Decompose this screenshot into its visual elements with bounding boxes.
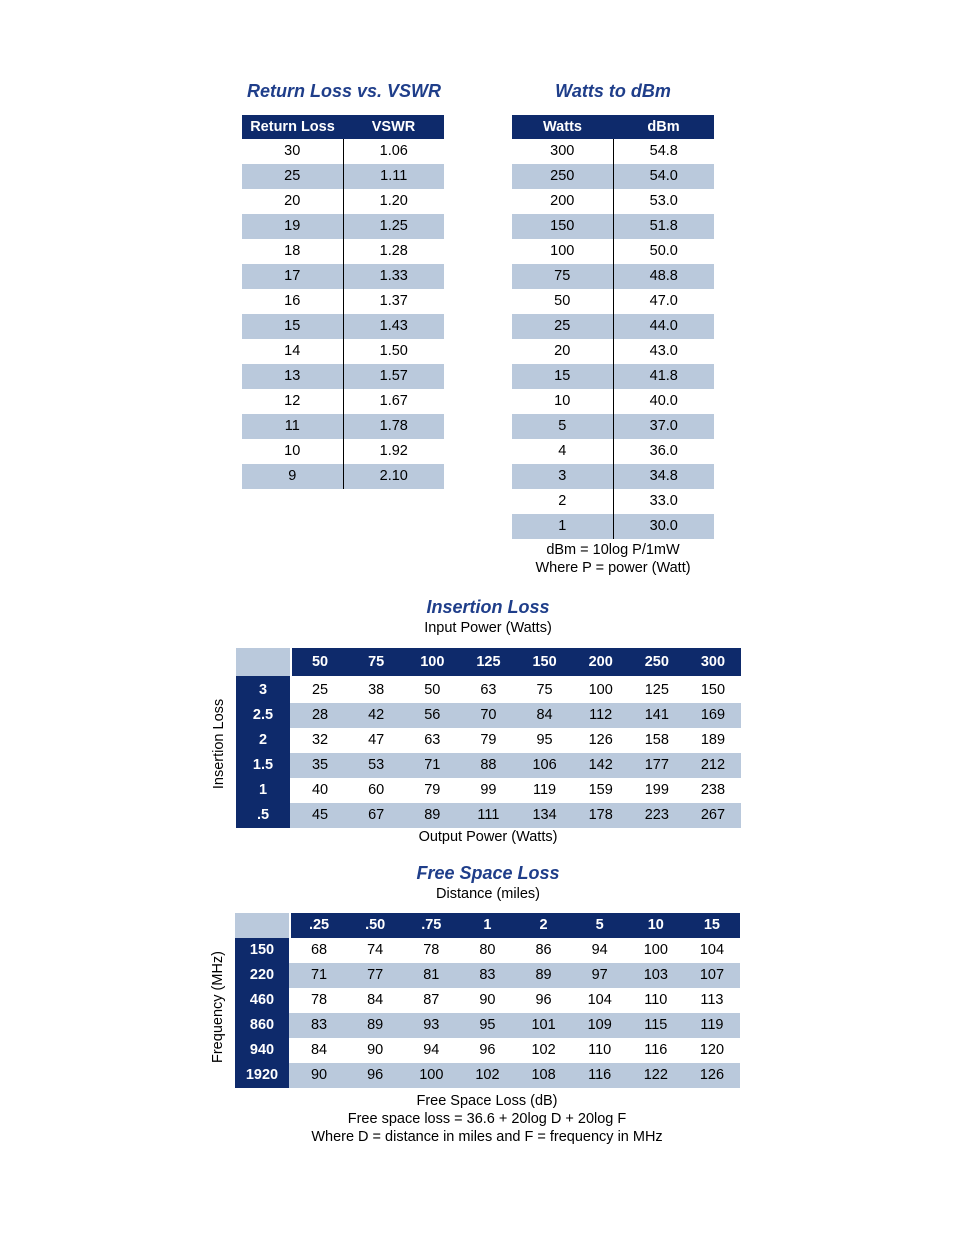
watts-cell: 3 (512, 464, 613, 489)
free-space-loss-value-cell: 90 (479, 992, 496, 1008)
free-space-loss-value-cell: 96 (347, 1063, 403, 1088)
dbm-formula-note (512, 541, 714, 577)
free-space-loss-value-cell: 102 (531, 1042, 556, 1058)
table-row (242, 164, 444, 189)
vswr-header: VSWR (343, 115, 444, 139)
watts-dbm-title: Watts to dBm (555, 81, 671, 101)
free-space-loss-value-cell: 109 (572, 1013, 628, 1038)
insertion-loss-value-cell: 79 (480, 732, 497, 748)
table-row (235, 1038, 740, 1063)
insertion-loss-row-header: 3 (236, 678, 290, 703)
insertion-loss-value-cell: 119 (533, 782, 557, 798)
dbm-cell: 54.0 (613, 164, 714, 189)
table-row (512, 264, 714, 289)
table-row (512, 314, 714, 339)
return-loss-cell: 13 (242, 364, 343, 389)
vswr-cell: 1.78 (343, 414, 444, 439)
return-loss-title: Return Loss vs. VSWR (246, 81, 442, 101)
free-space-loss-value-cell: 103 (628, 963, 684, 988)
free-space-loss-value-cell: 108 (516, 1063, 572, 1088)
table-row (512, 489, 714, 514)
insertion-loss-value-cell: 142 (573, 753, 629, 778)
table-row (242, 464, 444, 489)
insertion-loss-value-cell: 106 (517, 753, 573, 778)
free-space-loss-value-cell: 110 (644, 992, 668, 1008)
free-space-loss-value-cell: 84 (367, 992, 384, 1008)
table-row (512, 289, 714, 314)
free-space-loss-value-cell: 110 (588, 1042, 612, 1058)
vswr-cell: 1.25 (343, 214, 444, 239)
return-loss-cell: 19 (242, 214, 343, 239)
free-space-loss-value-cell: 116 (572, 1063, 628, 1088)
free-space-loss-value-cell: 94 (591, 942, 608, 958)
free-space-loss-value-cell: 83 (291, 1013, 347, 1038)
free-space-loss-value-cell: 122 (628, 1063, 684, 1088)
dbm-formula: dBm = 10log P/1mW (546, 542, 680, 558)
insertion-loss-value-cell: 75 (536, 682, 553, 698)
insertion-loss-row-header: 1 (236, 778, 290, 803)
free-space-loss-title: Free Space Loss (416, 863, 560, 883)
free-space-loss-value-cell: 78 (423, 942, 440, 958)
free-space-loss-value-cell: 120 (699, 1042, 725, 1058)
free-space-loss-row-header: 220 (235, 963, 289, 988)
output-power-label: Output Power (Watts) (418, 829, 558, 845)
free-space-loss-value-cell: 119 (684, 1013, 740, 1038)
free-space-loss-row-header: 860 (235, 1013, 289, 1038)
insertion-loss-value-cell: 47 (368, 732, 385, 748)
insertion-loss-value-cell: 89 (404, 803, 460, 828)
vswr-cell: 1.28 (379, 243, 408, 259)
free-space-loss-value-cell: 126 (684, 1063, 740, 1088)
free-space-loss-value-cell: 90 (291, 1063, 347, 1088)
dbm-cell: 50.0 (649, 243, 678, 259)
insertion-loss-table (236, 648, 741, 828)
table-row (242, 239, 444, 264)
table-row (242, 339, 444, 364)
watts-cell: 300 (512, 139, 613, 164)
insertion-loss-value-cell: 267 (685, 803, 741, 828)
dbm-cell: 43.0 (649, 343, 678, 359)
dbm-cell: 53.0 (649, 193, 678, 209)
insertion-loss-column-header: 150 (517, 648, 573, 676)
free-space-loss-value-cell: 96 (535, 992, 552, 1008)
free-space-loss-value-cell: 83 (459, 963, 515, 988)
watts-header: Watts (512, 115, 613, 139)
table-row (242, 314, 444, 339)
watts-cell: 75 (512, 264, 613, 289)
insertion-loss-value-cell: 40 (311, 782, 329, 798)
dbm-where-note: Where P = power (Watt) (535, 560, 691, 576)
free-space-loss-value-cell: 101 (516, 1013, 572, 1038)
free-space-loss-value-cell: 80 (479, 942, 496, 958)
watts-cell: 25 (512, 314, 613, 339)
table-row (242, 364, 444, 389)
free-space-loss-row-header: 1920 (235, 1063, 289, 1088)
insertion-loss-column-header: 50 (292, 648, 348, 676)
free-space-loss-column-header: .50 (347, 913, 403, 938)
table-row (236, 703, 741, 728)
table-row (235, 1063, 740, 1088)
insertion-loss-value-cell: 95 (536, 732, 553, 748)
watts-cell: 20 (512, 339, 613, 364)
free-space-loss-value-cell: 81 (403, 963, 459, 988)
table-row (242, 264, 444, 289)
watts-cell: 4 (512, 439, 613, 464)
table-row (512, 214, 714, 239)
free-space-loss-column-header: 2 (516, 913, 572, 938)
free-space-loss-row-header: 460 (235, 988, 289, 1013)
free-space-loss-value-cell: 115 (628, 1013, 684, 1038)
dbm-cell: 41.8 (613, 364, 714, 389)
table-row (242, 214, 444, 239)
vswr-cell: 1.20 (379, 193, 408, 209)
watts-cell: 5 (512, 414, 613, 439)
insertion-loss-value-cell: 100 (588, 682, 613, 698)
insertion-loss-value-cell: 45 (292, 803, 348, 828)
return-loss-cell: 20 (242, 189, 343, 214)
insertion-loss-value-cell: 112 (573, 703, 629, 728)
free-space-loss-value-cell: 84 (310, 1042, 328, 1058)
insertion-loss-row-header: .5 (236, 803, 290, 828)
free-space-loss-column-header: 10 (628, 913, 684, 938)
insertion-loss-value-cell: 84 (517, 703, 573, 728)
insertion-loss-value-cell: 99 (480, 782, 497, 798)
watts-cell: 150 (512, 214, 613, 239)
dbm-cell: 34.8 (613, 464, 714, 489)
insertion-loss-corner-cell (236, 648, 290, 676)
table-row (242, 439, 444, 464)
insertion-loss-value-cell: 150 (700, 682, 726, 698)
free-space-loss-value-cell: 96 (479, 1042, 496, 1058)
dbm-cell: 40.0 (649, 393, 678, 409)
free-space-loss-value-cell: 100 (643, 942, 668, 958)
insertion-loss-value-cell: 212 (685, 753, 741, 778)
return-loss-cell: 18 (242, 239, 343, 264)
free-space-loss-value-cell: 100 (403, 1063, 459, 1088)
table-row (235, 988, 740, 1013)
vswr-cell: 1.43 (343, 314, 444, 339)
insertion-loss-column-header: 75 (348, 648, 404, 676)
table-row (235, 938, 740, 963)
vswr-cell: 1.37 (379, 293, 408, 309)
dbm-cell: 33.0 (649, 493, 678, 509)
insertion-loss-value-cell: 111 (460, 803, 516, 828)
insertion-loss-value-cell: 60 (368, 782, 385, 798)
dbm-cell: 48.8 (613, 264, 714, 289)
table-row (512, 364, 714, 389)
insertion-loss-value-cell: 50 (424, 682, 441, 698)
free-space-loss-value-cell: 87 (423, 992, 440, 1008)
table-row (512, 189, 714, 214)
free-space-loss-value-cell: 93 (403, 1013, 459, 1038)
watts-dbm-table (512, 115, 714, 539)
insertion-loss-value-cell: 63 (480, 682, 497, 698)
insertion-loss-value-cell: 134 (517, 803, 573, 828)
return-loss-cell: 11 (242, 414, 343, 439)
table-row (242, 389, 444, 414)
insertion-loss-value-cell: 238 (700, 782, 726, 798)
insertion-loss-value-cell: 159 (588, 782, 613, 798)
free-space-loss-row-header: 940 (235, 1038, 289, 1063)
table-row (512, 239, 714, 264)
return-loss-cell: 16 (242, 289, 343, 314)
insertion-loss-value-cell: 178 (573, 803, 629, 828)
free-space-loss-value-cell: 102 (459, 1063, 515, 1088)
free-space-loss-column-header: .75 (403, 913, 459, 938)
table-row (242, 189, 444, 214)
vswr-cell: 1.67 (379, 393, 408, 409)
watts-cell: 15 (512, 364, 613, 389)
table-row (235, 1013, 740, 1038)
return-loss-cell: 25 (242, 164, 343, 189)
dbm-cell: 37.0 (613, 414, 714, 439)
insertion-loss-row-header: 1.5 (236, 753, 290, 778)
insertion-loss-value-cell: 141 (629, 703, 685, 728)
vswr-cell: 1.92 (379, 443, 408, 459)
free-space-loss-value-cell: 104 (587, 992, 612, 1008)
insertion-loss-header-row (236, 648, 741, 676)
vswr-cell: 1.33 (343, 264, 444, 289)
return-loss-cell: 14 (242, 339, 343, 364)
insertion-loss-value-cell: 42 (348, 703, 404, 728)
dbm-cell: 54.8 (649, 143, 678, 159)
insertion-loss-title: Insertion Loss (426, 597, 550, 617)
table-row (512, 514, 714, 539)
free-space-loss-value-cell: 74 (367, 942, 384, 958)
table-row (236, 753, 741, 778)
table-row (236, 678, 741, 703)
free-space-loss-value-cell: 95 (459, 1013, 515, 1038)
return-loss-header: Return Loss (242, 115, 343, 139)
free-space-loss-value-cell: 86 (535, 942, 552, 958)
free-space-loss-value-cell: 94 (423, 1042, 440, 1058)
table-row (236, 728, 741, 753)
table-row (236, 778, 741, 803)
free-space-loss-value-cell: 89 (516, 963, 572, 988)
free-space-formula: Free space loss = 36.6 + 20log D + 20log F (347, 1111, 627, 1127)
dbm-cell: 44.0 (613, 314, 714, 339)
return-loss-cell: 12 (242, 389, 343, 414)
free-space-loss-column-header: 15 (684, 913, 740, 938)
distance-label: Distance (miles) (436, 886, 540, 902)
free-space-notes (237, 1092, 737, 1146)
vswr-cell: 1.06 (379, 143, 408, 159)
free-space-loss-value-cell: 90 (367, 1042, 384, 1058)
watts-cell: 250 (512, 164, 613, 189)
table-row (512, 339, 714, 364)
insertion-loss-value-cell: 67 (348, 803, 404, 828)
input-power-label: Input Power (Watts) (424, 620, 552, 636)
watts-cell: 10 (512, 389, 613, 414)
watts-cell: 50 (512, 289, 613, 314)
table-row (512, 464, 714, 489)
insertion-loss-value-cell: 88 (460, 753, 516, 778)
table-row (512, 414, 714, 439)
free-space-loss-value-cell: 71 (291, 963, 347, 988)
free-space-loss-value-cell: 116 (644, 1042, 668, 1058)
dbm-header: dBm (613, 115, 714, 139)
free-space-loss-column-header: 5 (572, 913, 628, 938)
insertion-loss-value-cell: 53 (348, 753, 404, 778)
insertion-loss-axis-label: Insertion Loss (211, 698, 227, 790)
insertion-loss-column-header: 300 (685, 648, 741, 676)
table-row (512, 139, 714, 164)
table-row (512, 164, 714, 189)
return-loss-cell: 9 (242, 464, 343, 489)
insertion-loss-value-cell: 28 (292, 703, 348, 728)
insertion-loss-value-cell: 79 (424, 782, 441, 798)
free-space-where-note: Where D = distance in miles and F = frequency in MHz (311, 1129, 663, 1145)
insertion-loss-row-header: 2.5 (236, 703, 290, 728)
table-row (242, 289, 444, 314)
free-space-loss-value-cell: 89 (347, 1013, 403, 1038)
vswr-cell: 1.50 (379, 343, 408, 359)
return-loss-cell: 15 (242, 314, 343, 339)
free-space-loss-table (235, 913, 740, 1088)
insertion-loss-value-cell: 169 (685, 703, 741, 728)
free-space-loss-column-header: 1 (459, 913, 515, 938)
free-space-loss-value-cell: 77 (347, 963, 403, 988)
insertion-loss-column-header: 200 (573, 648, 629, 676)
insertion-loss-value-cell: 71 (404, 753, 460, 778)
insertion-loss-value-cell: 63 (424, 732, 441, 748)
insertion-loss-column-header: 250 (629, 648, 685, 676)
vswr-cell: 1.11 (343, 164, 444, 189)
free-space-loss-row-header: 150 (235, 938, 289, 963)
vswr-cell: 1.57 (343, 364, 444, 389)
insertion-loss-value-cell: 56 (404, 703, 460, 728)
watts-cell: 1 (512, 514, 613, 539)
table-row (242, 414, 444, 439)
free-space-loss-value-cell: 97 (572, 963, 628, 988)
return-loss-cell: 17 (242, 264, 343, 289)
return-loss-table (242, 115, 444, 489)
frequency-axis-label: Frequency (MHz) (210, 951, 226, 1063)
insertion-loss-value-cell: 125 (644, 682, 669, 698)
insertion-loss-value-cell: 223 (629, 803, 685, 828)
insertion-loss-column-header: 100 (404, 648, 460, 676)
free-space-loss-db-label: Free Space Loss (dB) (416, 1093, 558, 1109)
free-space-loss-value-cell: 107 (684, 963, 740, 988)
table-row (512, 439, 714, 464)
insertion-loss-value-cell: 70 (460, 703, 516, 728)
free-space-loss-value-cell: 104 (699, 942, 725, 958)
table-row (236, 803, 741, 828)
vswr-cell: 2.10 (343, 464, 444, 489)
watts-cell: 2 (512, 489, 613, 514)
insertion-loss-value-cell: 38 (368, 682, 385, 698)
insertion-loss-value-cell: 177 (629, 753, 685, 778)
return-loss-cell: 10 (242, 439, 343, 464)
insertion-loss-value-cell: 158 (644, 732, 669, 748)
insertion-loss-value-cell: 32 (311, 732, 329, 748)
free-space-loss-corner-cell (235, 913, 289, 938)
insertion-loss-row-header: 2 (236, 728, 290, 753)
watts-cell: 100 (512, 239, 613, 264)
table-row (512, 389, 714, 414)
free-space-loss-value-cell: 68 (310, 942, 328, 958)
insertion-loss-value-cell: 189 (700, 732, 726, 748)
free-space-loss-value-cell: 78 (310, 992, 328, 1008)
dbm-cell: 47.0 (649, 293, 678, 309)
free-space-loss-header-row (235, 913, 740, 938)
insertion-loss-value-cell: 199 (644, 782, 669, 798)
dbm-cell: 36.0 (649, 443, 678, 459)
return-loss-cell: 30 (242, 139, 343, 164)
watts-cell: 200 (512, 189, 613, 214)
dbm-cell: 30.0 (613, 514, 714, 539)
table-row (242, 139, 444, 164)
table-row (235, 963, 740, 988)
free-space-loss-value-cell: 113 (700, 992, 724, 1008)
insertion-loss-value-cell: 35 (292, 753, 348, 778)
free-space-loss-column-header: .25 (291, 913, 347, 938)
insertion-loss-value-cell: 126 (588, 732, 613, 748)
dbm-cell: 51.8 (613, 214, 714, 239)
insertion-loss-value-cell: 25 (311, 682, 329, 698)
insertion-loss-column-header: 125 (460, 648, 516, 676)
